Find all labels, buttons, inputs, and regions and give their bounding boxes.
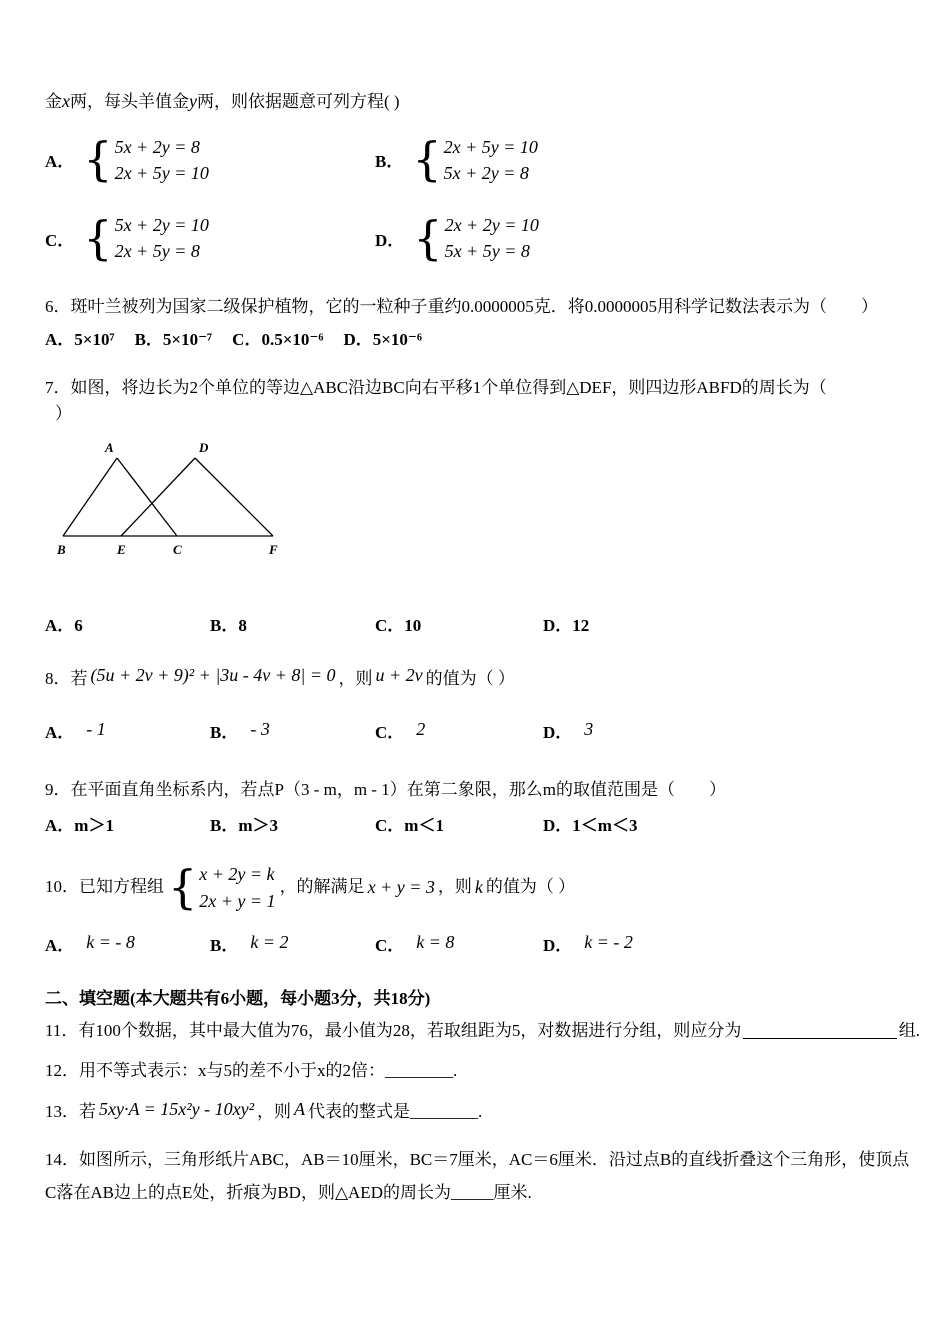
q5-option-d-eq2: 5x + 5y = 8 (444, 241, 530, 262)
q8-equation: (5u + 2v + 9)² + |3u - 4v + 8| = 0 (90, 664, 336, 685)
q5-options-row-1 (45, 134, 920, 186)
question-5-intro (45, 88, 920, 116)
left-brace-glyph: { (83, 132, 113, 187)
q8-text-2: ，则 (338, 668, 373, 688)
q10-text-1: 10．已知方程组 (45, 877, 164, 897)
question-7-text: 7．如图，将边长为2个单位的等边△ABC沿边BC向右平移1个单位得到△DEF，则四边形ABFD的周长为（ (45, 377, 827, 397)
q9-option-a: A．m＞1 (45, 816, 114, 836)
question-8-text (45, 665, 920, 693)
q14-answer-blank: _____ (450, 1182, 494, 1202)
q8-option-d (543, 719, 920, 747)
q10-option-b-label: B． (210, 935, 239, 955)
q9-option-d: D．1＜m＜3 (543, 816, 638, 836)
q10-option-c-value: k = 8 (416, 931, 455, 952)
q5-intro-text-2: 两，每头羊值金 (70, 92, 189, 111)
q8-option-b (210, 719, 375, 747)
q11-tail: 组. (898, 1020, 920, 1040)
q9-option-c: C．m＜1 (375, 816, 444, 836)
q8-option-a-value: - 1 (86, 718, 106, 739)
q10-text-4: 的值为（ ） (485, 877, 576, 897)
q13-text-2: ，则 (257, 1102, 292, 1122)
q13-equation: 5xy·A = 15x²y - 10xy² (99, 1098, 255, 1119)
q8-expression: u + 2v (375, 664, 423, 685)
q10-option-b-value: k = 2 (250, 931, 289, 952)
q5-option-b-eq2: 5x + 2y = 8 (443, 162, 529, 183)
q5-option-b-system (412, 134, 538, 186)
left-brace-glyph: { (168, 860, 198, 914)
q8-option-d-label: D． (543, 722, 573, 742)
q10-option-c-label: C． (375, 935, 405, 955)
q8-option-c-value: 2 (416, 718, 426, 739)
q11-text: 11．有100个数据，其中最大值为76，最小值为28，若取组距为5，对数据进行分组，则应分为 (45, 1020, 742, 1040)
q6-option-d: D．5×10⁻⁶ (343, 329, 423, 349)
q5-option-c-label: C． (45, 230, 75, 250)
q5-option-c (45, 212, 375, 264)
q13-text-1: 13．若 (45, 1102, 96, 1122)
q8-option-a-label: A． (45, 722, 75, 742)
left-brace-glyph: { (412, 132, 442, 187)
q5-option-c-system (83, 212, 209, 264)
question-14 (45, 1144, 920, 1209)
q11-answer-blank (743, 1037, 896, 1039)
q7-figure (55, 436, 920, 569)
q10-option-a (45, 932, 210, 960)
question-6-text: 6．斑叶兰被列为国家二级保护植物，它的一粒种子重约0.0000005克．将0.0000005用科学记数法表示为（ ） (45, 297, 878, 317)
q5-option-c-eq2: 2x + 5y = 8 (114, 241, 200, 262)
q10-options (45, 932, 920, 960)
q5-option-b (375, 134, 920, 186)
q5-option-a-eq1: 5x + 2y = 8 (114, 136, 200, 157)
q6-option-b: B．5×10⁻⁷ (134, 329, 213, 349)
q6-options (45, 327, 920, 353)
q12-tail: . (453, 1061, 458, 1081)
q5-var-x: x (62, 91, 70, 111)
q8-option-b-label: B． (210, 722, 239, 742)
q7-option-d: D．12 (543, 615, 590, 635)
q10-option-b (210, 932, 375, 960)
q8-option-c (375, 719, 543, 747)
q6-option-c: C．0.5×10⁻⁶ (232, 329, 324, 349)
q13-variable-A: A (294, 1098, 306, 1119)
q5-options-row-2 (45, 212, 920, 264)
q8-option-a (45, 719, 210, 747)
q9-options (45, 813, 920, 839)
q7-option-c: C．10 (375, 615, 422, 635)
q5-option-a-label: A． (45, 152, 75, 172)
q8-option-c-label: C． (375, 722, 405, 742)
q7-option-a: A．6 (45, 615, 83, 635)
q5-option-d-system (413, 212, 539, 264)
vertex-label-E: E (117, 541, 126, 557)
q10-option-d (543, 932, 920, 960)
q5-option-a-eq2: 2x + 5y = 10 (114, 162, 209, 183)
q10-eq1: x + 2y = k (199, 864, 275, 885)
q10-option-a-value: k = - 8 (86, 931, 135, 952)
q8-option-d-value: 3 (584, 718, 594, 739)
edge-AB (63, 458, 117, 536)
q5-option-a-system (83, 134, 209, 186)
q14-tail: 厘米. (493, 1182, 532, 1202)
question-10-text (45, 861, 920, 913)
edge-AC (117, 458, 177, 536)
q5-option-d-eq1: 2x + 2y = 10 (444, 215, 539, 236)
q5-option-a (45, 134, 375, 186)
vertex-label-F: F (269, 541, 278, 557)
question-12 (45, 1058, 920, 1084)
vertex-label-B: B (57, 541, 66, 557)
section-2-heading: 二、填空题(本大题共有6小题，每小题3分，共18分) (45, 988, 431, 1008)
q8-option-b-value: - 3 (250, 718, 270, 739)
left-brace-glyph: { (413, 210, 443, 265)
q7-options (45, 613, 920, 639)
q5-option-b-eq1: 2x + 5y = 10 (443, 136, 538, 157)
q7-option-b: B．8 (210, 615, 247, 635)
edge-DE (121, 458, 195, 536)
q10-option-a-label: A． (45, 935, 75, 955)
q9-option-b: B．m＞3 (210, 816, 278, 836)
q6-option-a: A．5×10⁷ (45, 329, 115, 349)
left-brace-glyph: { (83, 210, 113, 265)
q10-text-3: ，则 (437, 877, 472, 897)
q10-text-2: ，的解满足 (279, 877, 365, 897)
q10-option-c (375, 932, 543, 960)
q10-option-d-label: D． (543, 935, 573, 955)
q5-var-y: y (189, 91, 197, 111)
q8-options (45, 719, 920, 747)
q5-intro-text-3: 两，则依据题意可列方程( ) (197, 92, 400, 111)
q13-answer-blank: ________ (410, 1102, 479, 1122)
vertex-label-C: C (173, 541, 182, 557)
q12-answer-blank: ________ (385, 1061, 453, 1081)
q10-variable-k: k (474, 876, 483, 897)
vertex-label-D: D (199, 439, 209, 455)
q14-text: 14．如图所示，三角形纸片ABC，AB＝10厘米，BC＝7厘米，AC＝6厘米．沿过点B的直线折叠这个三角形，使顶点C落在AB边上的点E处，折痕为BD，则△AED的周长为 (45, 1150, 910, 1202)
q13-text-3: 代表的整式是 (308, 1102, 411, 1122)
q7-triangles-svg (55, 436, 315, 564)
question-9-text: 9．在平面直角坐标系内，若点P（3 - m，m - 1）在第二象限，那么m的取值范围是（ ） (45, 779, 726, 799)
question-7-text-close-paren: ） (55, 404, 72, 424)
q10-eq2: 2x + y = 1 (199, 890, 276, 911)
q5-option-d (375, 212, 920, 264)
vertex-label-A: A (105, 439, 114, 455)
q5-intro-text-1: 金 (45, 92, 62, 111)
q8-text-3: 的值为（ ） (425, 668, 515, 688)
q10-system (168, 861, 276, 913)
q5-option-c-eq1: 5x + 2y = 10 (114, 215, 209, 236)
q10-option-d-value: k = - 2 (584, 931, 633, 952)
question-11 (45, 1018, 920, 1044)
q8-text-1: 8．若 (45, 668, 88, 688)
q5-option-d-label: D． (375, 230, 405, 250)
edge-DF (195, 458, 273, 536)
q10-condition: x + y = 3 (367, 876, 435, 897)
q13-tail: . (478, 1102, 483, 1122)
question-13 (45, 1099, 920, 1127)
q12-text: 12．用不等式表示：x与5的差不小于x的2倍： (45, 1061, 385, 1081)
q5-option-b-label: B． (375, 152, 404, 172)
